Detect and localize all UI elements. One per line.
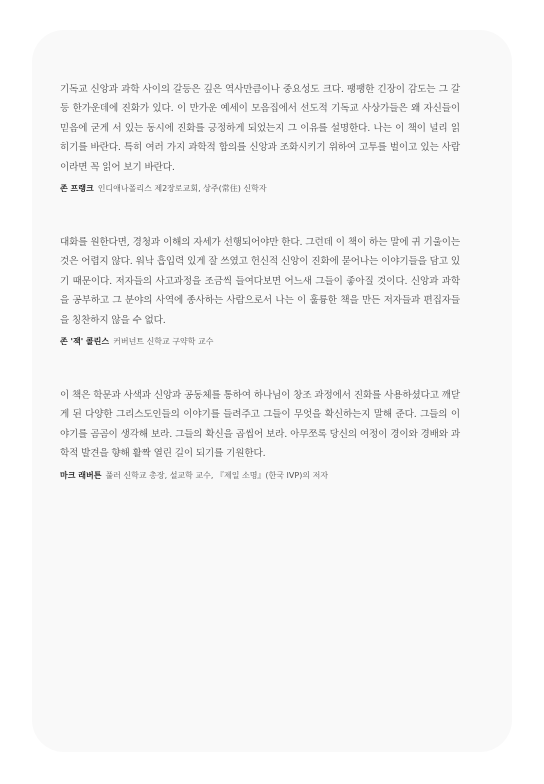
endorsement-3 bbox=[60, 386, 460, 482]
endorsement-attribution bbox=[60, 336, 460, 348]
author-title: 커버넌트 신학교 구약학 교수 bbox=[113, 337, 214, 347]
endorsement-quote: 기독교 신앙과 과학 사이의 갈등은 깊은 역사만큼이나 중요성도 크다. 팽팽한 긴장이 감도는 그 갈등 한가운데에 진화가 있다. 이 만가운 예세이 모음집에서 선도적 기독교 사상가들은 왜 자신들이 믿음에 굳게 서 있는 동시에 진화를 긍정하게 되었는지 그 이유를 설명한다. 나는 이 책이 널리 읽히기를 바란다. 특히 여러 가지 과학적 합의를 신앙과 조화시키기 위하여 고투를 벌이고 있는 사람이라면 꼭 읽어 보기 바란다. bbox=[60, 84, 460, 173]
author-name: 존 '잭' 콜린스 bbox=[60, 337, 110, 347]
endorsement-attribution bbox=[60, 470, 460, 482]
author-title: 인디애나폴리스 제2장로교회, 상주(常住) 신학자 bbox=[97, 184, 267, 194]
endorsement-attribution bbox=[60, 183, 460, 195]
endorsement-quote: 대화를 원한다면, 경청과 이해의 자세가 선행되어야만 한다. 그런데 이 책이 하는 말에 귀 기울이는 것은 어렵지 않다. 워낙 흡입력 있게 잘 쓰였고 헌신적 신앙이 진화에 묻어나는 이야기들을 담고 있기 때문이다. 저자들의 사고과정을 조금씩 들여다보면 어느새 그들이 좋아질 것이다. 신앙과 과학을 공부하고 그 분야의 사역에 종사하는 사람으로서 나는 이 훌륭한 책을 만든 저자들과 편집자들을 칭찬하지 않을 수 없다. bbox=[60, 237, 460, 326]
endorsement-1 bbox=[60, 80, 460, 195]
author-name: 존 프랭크 bbox=[60, 184, 94, 194]
endorsement-2 bbox=[60, 233, 460, 348]
author-title: 풀러 신학교 총장, 설교학 교수, 『제일 소명』(한국 IVP)의 저자 bbox=[105, 470, 329, 480]
author-name: 마크 래버튼 bbox=[60, 470, 102, 480]
endorsement-quote: 이 책은 학문과 사색과 신앙과 공동체를 통하여 하나님이 창조 과정에서 진화를 사용하셨다고 깨닫게 된 다양한 그리스도인들의 이야기를 들려주고 그들이 무엇을 확신하는지 말해 준다. 그들의 이야기를 곰곰이 생각해 보라. 그들의 확신을 곱씹어 보라. 아무쪼록 당신의 여정이 경이와 경배와 과학적 발견을 향해 활짝 열린 길이 되기를 기원한다. bbox=[60, 390, 460, 460]
endorsements-section bbox=[60, 80, 460, 482]
